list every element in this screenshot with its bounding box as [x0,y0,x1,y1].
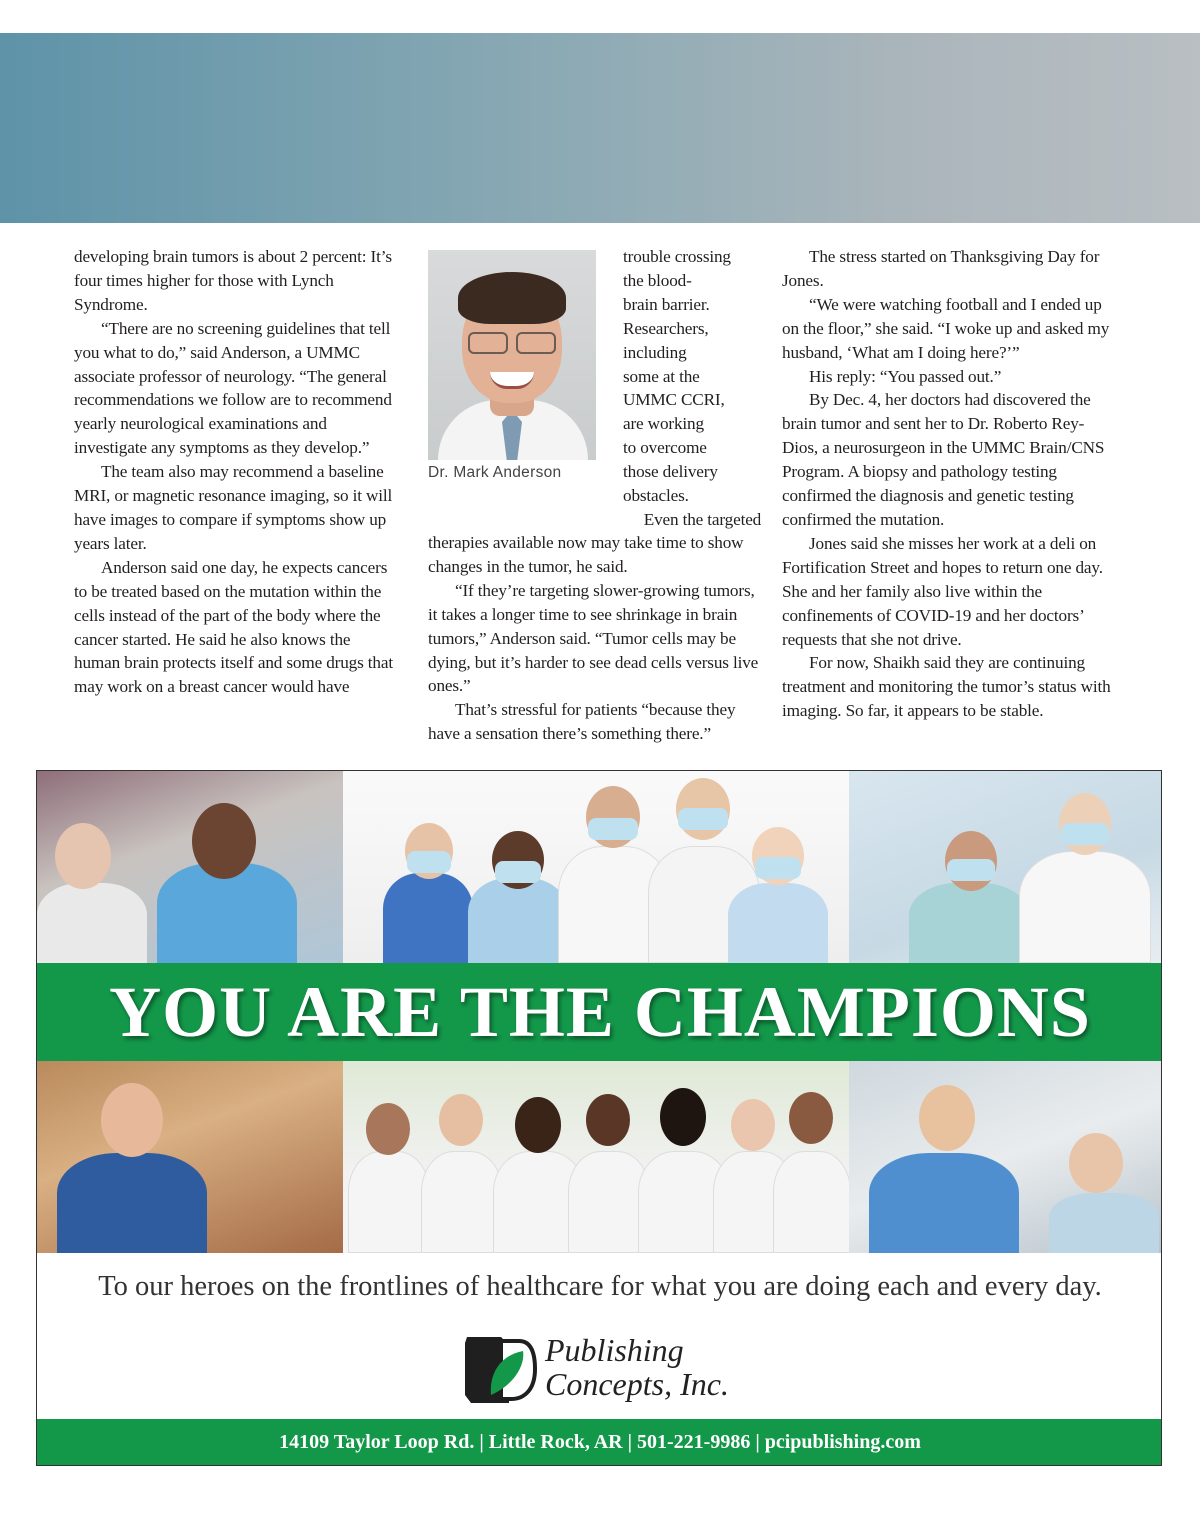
publishing-concepts-logo [461,1329,751,1409]
paragraph: “If they’re targeting slower-growing tumors, it takes a longer time to see shrinkage in brain tumors,” Anderson said. “Tumor cells may be dying, but it’s harder to see dead cells versus live ones.” [428,580,759,696]
photo-nurse-with-patient [37,771,343,963]
article-column-3 [782,245,1112,723]
text-line: brain barrier. [623,294,710,314]
portrait-photo [428,250,596,460]
paragraph: developing brain tumors is about 2 percent: It’s four times higher for those with Lynch Syndrome. [74,247,392,314]
headline-banner [37,963,1162,1061]
text-line: trouble crossing [623,247,731,266]
paragraph: The stress started on Thanksgiving Day for Jones. [782,247,1100,290]
text-line: UMMC CCRI, [623,390,725,410]
paragraph: By Dec. 4, her doctors had discovered the brain tumor and sent her to Dr. Roberto Rey-Dios, a neurosurgeon in the UMMC Brain/CNS Program. A biopsy and pathology testing confirmed the diagnosis and genetic testing confirmed the mutation. [782,390,1105,529]
paragraph: “There are no screening guidelines that tell you what to do,” said Anderson, a UMMC associate professor of neurology. “The general recommendations we follow are to recommend yearly neurological examinations and investigate any symptoms as they develop.” [74,318,392,458]
text-line: Researchers, [623,318,709,338]
paragraph: therapies available now may take time to show changes in the tumor, he said. [428,533,744,576]
photo-doctor-with-patient [849,771,1162,963]
champions-advertisement [36,770,1162,1466]
photo-doctors-group [343,1061,849,1253]
logo-text [545,1333,729,1401]
paragraph: That’s stressful for patients “because they have a sensation there’s something there.” [428,700,736,744]
paragraph: His reply: “You passed out.” [809,366,1002,386]
headline-text: YOU ARE THE CHAMPIONS [109,971,1091,1052]
text-line: including [623,342,687,362]
text-line: to overcome [623,438,707,458]
photo-nurse-with-patient-bed [849,1061,1162,1253]
paragraph: The team also may recommend a baseline MRI, or magnetic resonance imaging, so it will have images to compare if symptoms show up years later. [74,462,393,553]
ad-tagline: To our heroes on the frontlines of healthcare for what you are doing each and every day. [98,1271,1102,1302]
article-column-1 [74,245,400,699]
photo-masked-medical-team [343,771,849,963]
text-line: those delivery [623,462,718,482]
text-line: are working [623,414,704,434]
photo-male-nurse [37,1061,343,1253]
text-line: some at the [623,366,700,386]
paragraph: Jones said she misses her work at a deli on Fortification Street and hopes to return one day. She and her family also live within the confinements of COVID-19 and her doctors’ requests that she not drive. [782,533,1103,649]
logo-mark-icon [461,1333,537,1407]
paragraph: “We were watching football and I ended up on the floor,” she said. “I woke up and asked my husband, ‘What am I doing here?’” [782,294,1110,362]
text-line: Even the targeted [623,509,762,529]
photo-caption: Dr. Mark Anderson [428,464,562,481]
contact-footer [37,1419,1162,1465]
text-line: obstacles. [623,486,689,506]
article-column-2 [428,531,768,746]
logo-line-2: Concepts, Inc. [545,1366,729,1402]
article-column-2-wrap [623,245,763,532]
paragraph: Anderson said one day, he expects cancers to be treated based on the mutation within the cells instead of the part of the body where the cancer started. He said he also knows the human brain protects itself and some drugs that may work on a breast cancer would have [74,557,393,697]
paragraph: For now, Shaikh said they are continuing treatment and monitoring the tumor’s status with imaging. So far, it appears to be stable. [782,653,1111,721]
contact-text: 14109 Taylor Loop Rd. | Little Rock, AR | 501-221-9986 | pcipublishing.com [279,1430,921,1453]
text-line: the blood- [623,270,692,290]
logo-line-1: Publishing [545,1332,684,1368]
header-banner [0,33,1200,223]
